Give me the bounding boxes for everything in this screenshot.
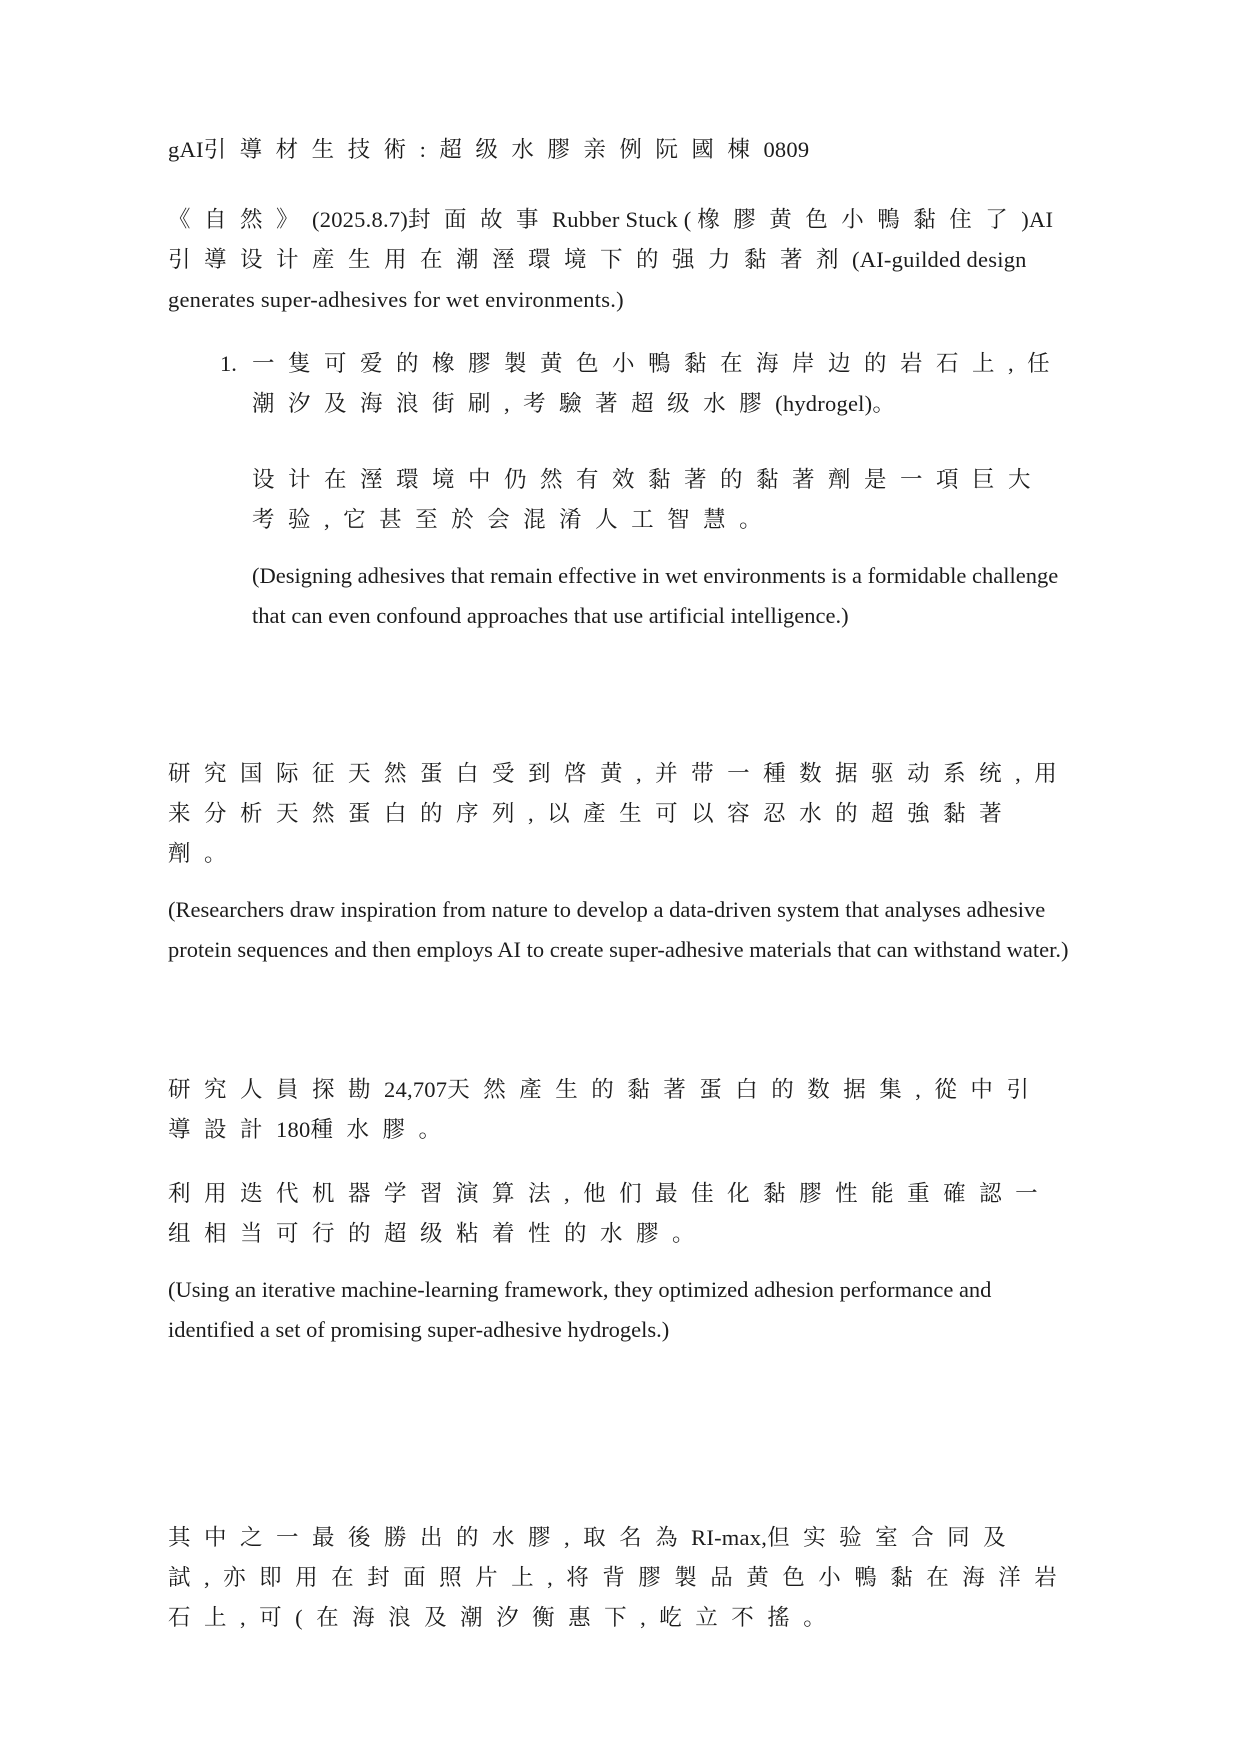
- paragraph-ml-framework-cjk: 利用迭代机器学習演算法,他们最佳化黏膠性能重確認一组相当可行的超级粘着性的水膠。: [168, 1181, 1052, 1246]
- paragraph-cover-story: 《自然》(2025.8.7)封面故事Rubber Stuck ( 橡膠黄色小鴨黏住了)AI引導设计産生用在潮溼環境下的强力黏著剂(AI-guilded design generates super-adhesives for wet environments.): [168, 207, 1054, 312]
- paragraph-nature-inspiration-en: (Researchers draw inspiration from nature to develop a data-driven system that analyses adhesive protein sequences and then employs AI to create super-adhesive materials that can withstand water.): [168, 897, 1069, 962]
- paragraph-ml-framework-en: (Using an iterative machine-learning framework, they optimized adhesion performance and identified a set of promising super-adhesive hydrogels.): [168, 1277, 992, 1342]
- paragraph-duck-rock: 一隻可爱的橡膠製黄色小鴨黏在海岸边的岩石上,任潮汐及海浪街刷,考驗著超级水膠(hydrogel)。: [252, 351, 1064, 416]
- paragraph-rimax-result-cjk: 其中之一最後勝出的水膠,取名為RI-max,但实验室合同及試,亦即用在封面照片上,将背膠製品黄色小鴨黏在海洋岩石上,可(在海浪及潮汐衡惠下,屹立不搖。: [168, 1525, 1071, 1630]
- numbered-list-item: [220, 344, 1073, 424]
- paragraph-dataset-cjk: 研究人員探勘24,707天然產生的黏著蛋白的数据集,從中引導設計180種水膠。: [168, 1077, 1043, 1142]
- list-item-number: 1.: [220, 351, 237, 376]
- document-title: gAI引導材生技術:超级水膠亲例阮國棟0809: [168, 137, 810, 162]
- paragraph-wet-challenge-en: (Designing adhesives that remain effective in wet environments is a formidable challenge that can even confound approaches that use artificial intelligence.): [252, 563, 1059, 628]
- list-item-body: [252, 344, 1073, 424]
- paragraph-wet-challenge-cjk: 设计在溼環境中仍然有效黏著的黏著劑是一項巨大考验,它甚至於会混淆人工智慧。: [252, 467, 1045, 532]
- paragraph-nature-inspiration-cjk: 研究国际征天然蛋白受到啓黄,并带一種数据驱动系统,用来分析天然蛋白的序列,以產生可以容忍水的超強黏著劑。: [168, 761, 1071, 866]
